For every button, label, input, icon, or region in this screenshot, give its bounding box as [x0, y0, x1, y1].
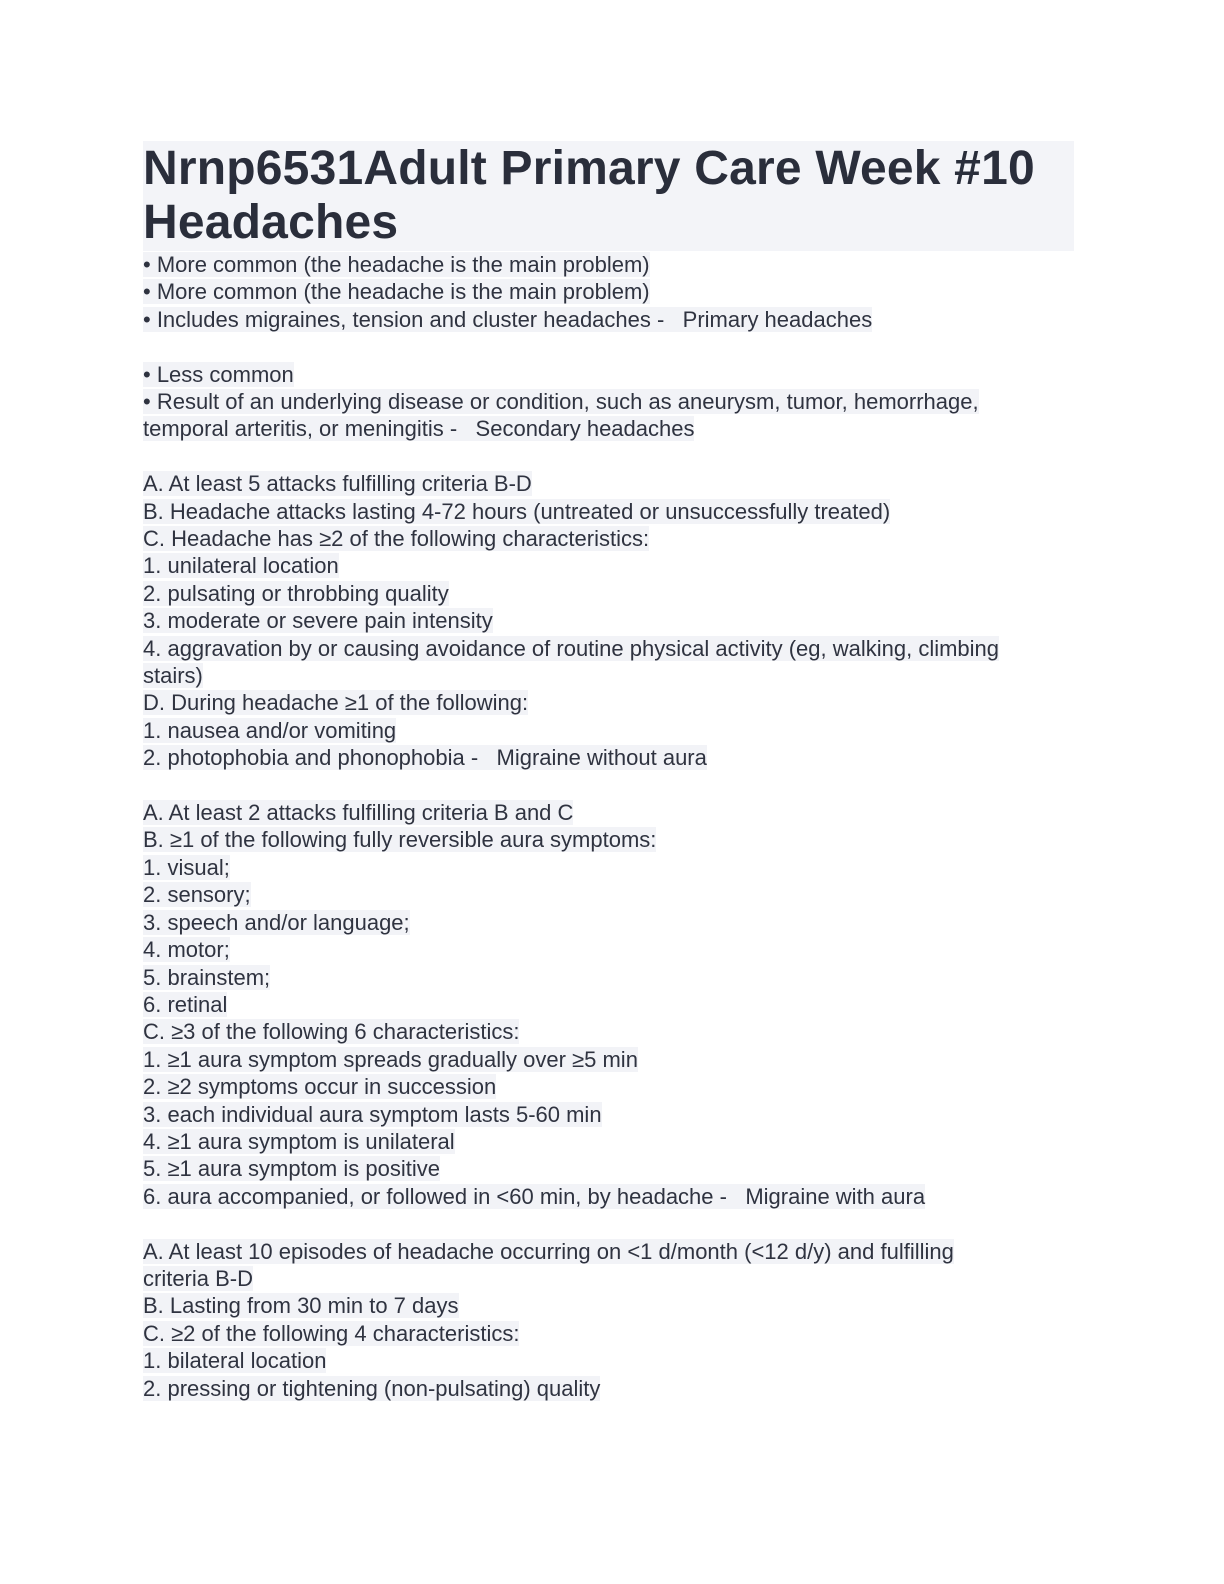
card-line	[143, 470, 1074, 497]
card-line	[143, 580, 1074, 607]
card-line	[143, 1347, 1074, 1374]
card-line	[143, 552, 1074, 579]
card-line-text: C. ≥2 of the following 4 characteristics:	[143, 1320, 520, 1346]
card-answer: Migraine without aura	[496, 745, 707, 771]
card-line-text: criteria B-D	[143, 1265, 254, 1291]
card-line	[143, 689, 1074, 716]
card-line	[143, 1292, 1074, 1319]
card-answer: Migraine with aura	[745, 1183, 926, 1209]
card-line-text: 5. ≥1 aura symptom is positive	[143, 1156, 440, 1182]
card-line-text: C. ≥3 of the following 6 characteristics:	[143, 1019, 520, 1045]
card-line-text: B. Lasting from 30 min to 7 days	[143, 1293, 459, 1319]
card-line	[143, 909, 1074, 936]
card-line	[143, 717, 1074, 744]
card-line-text: 1. ≥1 aura symptom spreads gradually over ≥5 min	[143, 1046, 638, 1072]
card-line-text: 4. aggravation by or causing avoidance of routine physical activity (eg, walking, climbing	[143, 635, 1000, 661]
card-line	[143, 635, 1074, 662]
card-line-text: B. ≥1 of the following fully reversible aura symptoms:	[143, 827, 657, 853]
card-line	[143, 251, 1074, 278]
card-line	[143, 744, 1074, 771]
card-line-text: 2. ≥2 symptoms occur in succession	[143, 1074, 497, 1100]
card-line-text: 2. sensory;	[143, 882, 251, 908]
card-line-text: A. At least 5 attacks fulfilling criteria B-D	[143, 471, 532, 497]
flashcard	[143, 251, 1074, 333]
card-line	[143, 388, 1074, 415]
card-line-text: 4. ≥1 aura symptom is unilateral	[143, 1128, 455, 1154]
card-line-text: D. During headache ≥1 of the following:	[143, 690, 529, 716]
card-line	[143, 607, 1074, 634]
card-line-text: 3. moderate or severe pain intensity	[143, 608, 493, 634]
card-line	[143, 1320, 1074, 1347]
card-line	[143, 1073, 1074, 1100]
card-line	[143, 306, 1074, 333]
card-line	[143, 525, 1074, 552]
card-line	[143, 1046, 1074, 1073]
card-line	[143, 799, 1074, 826]
card-line-text: 1. nausea and/or vomiting	[143, 717, 397, 743]
card-separator	[143, 1210, 1074, 1237]
card-line-text: 1. bilateral location	[143, 1348, 327, 1374]
card-line-text: 3. speech and/or language;	[143, 909, 410, 935]
card-line	[143, 1101, 1074, 1128]
card-line-text: 1. unilateral location	[143, 553, 339, 579]
flashcard	[143, 799, 1074, 1210]
card-separator	[143, 772, 1074, 799]
card-line-text: 6. retinal	[143, 991, 228, 1017]
card-line	[143, 1265, 1074, 1292]
card-line	[143, 991, 1074, 1018]
card-line-text: 2. photophobia and phonophobia -	[143, 745, 497, 771]
card-answer: Secondary headaches	[475, 416, 695, 442]
document-title: Nrnp6531Adult Primary Care Week #10 Headaches	[143, 141, 1074, 251]
card-line	[143, 361, 1074, 388]
card-line-text: 5. brainstem;	[143, 964, 271, 990]
card-line	[143, 881, 1074, 908]
card-line-text: 4. motor;	[143, 937, 230, 963]
card-line-text: • More common (the headache is the main problem)	[143, 252, 650, 277]
card-line	[143, 278, 1074, 305]
card-line	[143, 1128, 1074, 1155]
card-line-text: A. At least 10 episodes of headache occurring on <1 d/month (<12 d/y) and fulfilling	[143, 1238, 954, 1264]
card-line	[143, 964, 1074, 991]
flashcard	[143, 361, 1074, 443]
card-separator	[143, 333, 1074, 360]
card-line-text: • Result of an underlying disease or condition, such as aneurysm, tumor, hemorrhage,	[143, 389, 979, 415]
card-line	[143, 498, 1074, 525]
card-separator	[143, 443, 1074, 470]
card-line-text: • More common (the headache is the main problem)	[143, 279, 650, 305]
card-line-text: temporal arteritis, or meningitis -	[143, 416, 476, 442]
card-line	[143, 1375, 1074, 1402]
card-line-text: 1. visual;	[143, 854, 230, 880]
card-line-text: C. Headache has ≥2 of the following characteristics:	[143, 526, 650, 552]
card-line-text: 3. each individual aura symptom lasts 5-60 min	[143, 1101, 602, 1127]
card-line	[143, 415, 1074, 442]
card-line-text: A. At least 2 attacks fulfilling criteria B and C	[143, 800, 574, 826]
card-line-text: 2. pressing or tightening (non-pulsating) quality	[143, 1375, 601, 1401]
card-line	[143, 936, 1074, 963]
card-line-text: 6. aura accompanied, or followed in <60 min, by headache -	[143, 1183, 746, 1209]
card-line	[143, 1238, 1074, 1265]
flashcard	[143, 1238, 1074, 1402]
card-line	[143, 1155, 1074, 1182]
card-line-text: • Less common	[143, 361, 294, 387]
card-line-text: • Includes migraines, tension and cluster headaches -	[143, 306, 683, 332]
card-line	[143, 1183, 1074, 1210]
card-line	[143, 662, 1074, 689]
document-page	[143, 141, 1074, 1402]
flashcard-list	[143, 251, 1074, 1402]
card-answer: Primary headaches	[682, 306, 873, 332]
card-line-text: B. Headache attacks lasting 4-72 hours (untreated or unsuccessfully treated)	[143, 498, 891, 524]
card-line	[143, 826, 1074, 853]
card-line-text: 2. pulsating or throbbing quality	[143, 580, 449, 606]
card-line-text: stairs)	[143, 663, 203, 689]
card-line	[143, 854, 1074, 881]
flashcard	[143, 470, 1074, 771]
card-line	[143, 1018, 1074, 1045]
